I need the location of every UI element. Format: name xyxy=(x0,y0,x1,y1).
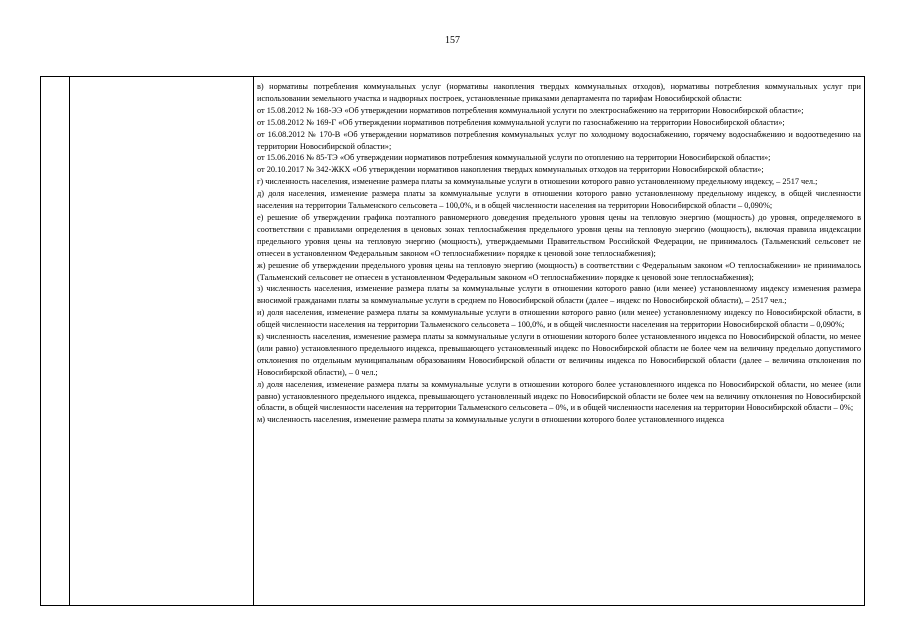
paragraph: д) доля населения, изменение размера платы за коммунальные услуги в отношении которого равно установленному предельному индексу, в общей численности населения на территории Тальменского сельсовета – 100,0%, и в общей численности населения на территории Новосибирской области – 0,090%; xyxy=(257,189,861,211)
paragraph: з) численность населения, изменение размера платы за коммунальные услуги в отношении которого равно (или менее) установленному индексу изменения размера вносимой гражданами платы за коммунальные услуги в среднем по Новосибирской области (далее – индекс по Новосибирской области), – 2517 чел.; xyxy=(257,284,861,306)
table-cell-content xyxy=(257,81,861,605)
document-table xyxy=(40,76,865,606)
paragraph: е) решение об утверждении графика поэтапного равномерного доведения предельного уровня цены на тепловую энергию (мощность) до уровня, определяемого в соответствии с правилами определения в ценовых зонах теплоснабжения предельного уровня цены на тепловую энергию (мощность), включая правила индексации предельного уровня цены на тепловую энергию (мощность), утверждаемыми Правительством Российской Федерации, не принималось (Тальменский сельсовет не отнесен в установленном Федеральным законом «О теплоснабжении» порядке к ценовой зоне теплоснабжения); xyxy=(257,212,861,258)
paragraph: от 15.08.2012 № 168-ЭЭ «Об утверждении нормативов потребления коммунальной услуги по электроснабжению на территории Новосибирской области»; xyxy=(257,105,804,115)
paragraph: от 20.10.2017 № 342-ЖКХ «Об утверждении нормативов накопления твердых коммунальных отходов на территории Новосибирской области»; xyxy=(257,165,764,175)
paragraph: от 16.08.2012 № 170-В «Об утверждении нормативов потребления коммунальных услуг по холодному водоснабжению, горячему водоснабжению и водоотведению на территории Новосибирской области»; xyxy=(257,129,861,151)
paragraph: в) нормативы потребления коммунальных услуг (нормативы накопления твердых коммунальных отходов), нормативы потребления коммунальных услуг при использовании земельного участка и надворных построек, установленные приказами департамента по тарифам Новосибирской области: xyxy=(257,82,861,103)
paragraph: от 15.06.2016 № 85-ТЭ «Об утверждении нормативов потребления коммунальной услуги по отоплению на территории Новосибирской области»; xyxy=(257,153,771,163)
page-number: 157 xyxy=(445,35,460,46)
paragraph: л) доля населения, изменение размера платы за коммунальные услуги в отношении которого более установленного индекса по Новосибирской области, но менее (или равно) установленного предельного индекса, превышающего установленный индекс по Новосибирской области не более чем на величину отклонения по Новосибирской области, в общей численности населения на территории Тальменского сельсовета – 0%, и в общей численности населения на территории Новосибирской области – 0%; xyxy=(257,379,861,413)
paragraph: г) численность населения, изменение размера платы за коммунальные услуги в отношении которого равно установленному предельному индексу, – 2517 чел.; xyxy=(257,177,818,187)
paragraph: м) численность населения, изменение размера платы за коммунальные услуги в отношении которого более установленного индекса xyxy=(257,415,725,425)
column-divider xyxy=(69,77,70,605)
paragraph: и) доля населения, изменение размера платы за коммунальные услуги в отношении которого равно (или менее) установленному индексу по Новосибирской области, в общей численности населения на территории Тальменского сельсовета – 100,0%, и в общей численности населения на территории Новосибирской области – 0,090%; xyxy=(257,308,861,330)
column-divider xyxy=(253,77,254,605)
paragraph: от 15.08.2012 № 169-Г «Об утверждении нормативов потребления коммунальной услуги по газоснабжению на территории Новосибирской области»; xyxy=(257,117,785,127)
paragraph: ж) решение об утверждении предельного уровня цены на тепловую энергию (мощность) в соответствии с Федеральным законом «О теплоснабжении» не принималось (Тальменский сельсовет не отнесен в установленном Федеральным законом «О теплоснабжении» порядке к ценовой зоне теплоснабжения); xyxy=(257,260,861,282)
paragraph: к) численность населения, изменение размера платы за коммунальные услуги в отношении которого более установленного индекса по Новосибирской области, но менее (или равно) установленного предельного индекса, превышающего установленный индекс по Новосибирской области не более чем на величину предельно допустимого отклонения по отдельным муниципальным образованиям Новосибирской области от величины индекса по Новосибирской области (далее – величина отклонения по Новосибирской области), – 0 чел.; xyxy=(257,332,861,377)
